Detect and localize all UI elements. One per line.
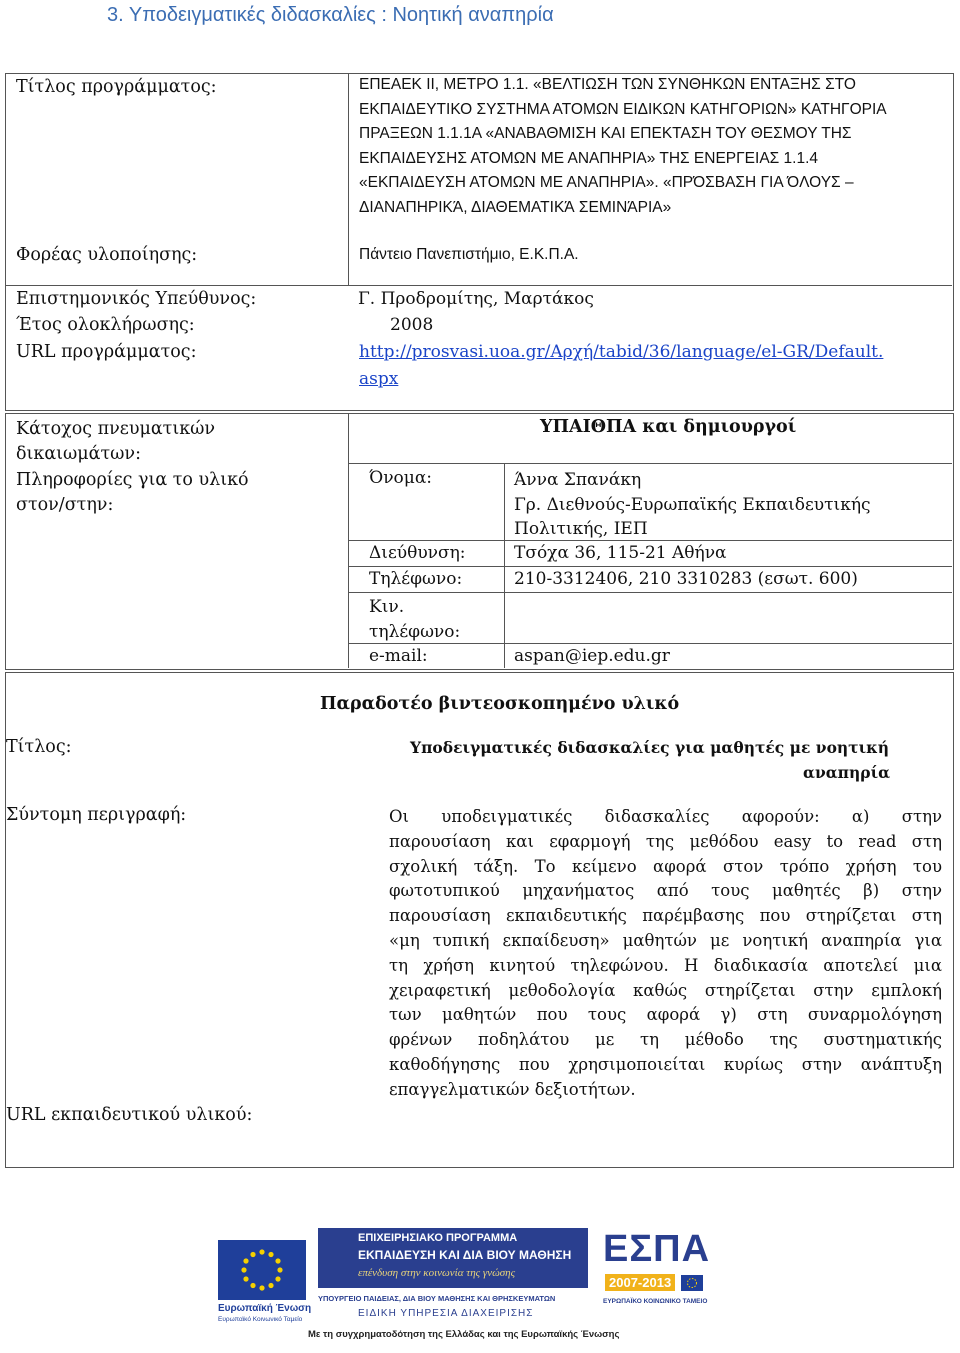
address-value: Τσόχα 36, 115-21 Αθήνα — [514, 543, 727, 563]
rights-holder-label: Κάτοχος πνευματικών δικαιωμάτων: — [16, 419, 216, 464]
eu-flag-icon — [218, 1240, 306, 1300]
program-line3: επένδυση στην κοινωνία της γνώσης — [358, 1267, 516, 1279]
short-description-text: Οι υποδειγματικές διδασκαλίες αφορούν: α) στην παρουσίαση και εφαρμογή της μεθόδου easy to read στη σχολική τάξη. Το κείμενο αφορά στον τρόπο χρήση του φωτοτυπικού μηχανήματος από τους μαθητές β) στην παρουσίαση εκπαιδευτικής παρέμβασης που στηρίζεται στη «μη τυπική εκπαίδευση» μαθητών με νοητική αναπηρία για τη χρήση κινητού τηλεφώνου. Η διαδικασία αποτελεί μια χειραφετική μεθοδολογία καθώς στηρίζεται στην εμπλοκή των μαθητών που τους αφορά γ) στη συναρμολόγηση φρένων ποδηλάτου με τη μέθοδο της συστηματικής καθοδήγησης που χρησιμοποιείται κυρίως στην ανάπτυξη επαγγελματικών δεξιοτήτων. — [389, 807, 942, 1099]
eu-sub: Ευρωπαϊκό Κοινωνικό Ταμείο — [218, 1316, 303, 1323]
espa-years: 2007-2013 — [605, 1274, 675, 1291]
espa-logo: ΕΣΠΑ — [603, 1228, 711, 1270]
name-label: Όνομα: — [369, 468, 433, 488]
program-url-link[interactable]: http://prosvasi.uoa.gr/Αρχή/tabid/36/language/el-GR/Default. — [359, 342, 884, 362]
program-title-value: ΕΠΕΑΕΚ ΙΙ, ΜΕΤΡΟ 1.1. «ΒΕΛΤΙΩΣΗ ΤΩΝ ΣΥΝΘΗΚΩΝ ΕΝΤΑΞΗΣ ΣΤΟ ΕΚΠΑΙΔΕΥΤΙΚΟ ΣΥΣΤΗΜΑ ΑΤΟΜΩΝ ΕΙΔΙΚΩΝ ΚΑΤΗΓΟΡΙΩΝ» ΚΑΤΗΓΟΡΙΑ ΠΡΑΞΕΩΝ 1.1.1Α «ΑΝΑΒΑΘΜΙΣΗ ΚΑΙ ΕΠΕΚΤΑΣΗ ΤΟΥ ΘΕΣΜΟΥ ΤΗΣ ΕΚΠΑΙΔΕΥΣΗΣ ΑΤΟΜΩΝ ΜΕ ΑΝΑΠΗΡΙΑ» ΤΗΣ ΕΝΕΡΓΕΙΑΣ 1.1.4 «ΕΚΠΑΙΔΕΥΣΗ ΑΤΟΜΩΝ ΜΕ ΑΝΑΠΗΡΙΑ». «ΠΡΌΣΒΑΣΗ ΓΙΑ ΌΛΟΥΣ – ΔΙΑΝΑΠΗΡΙΚΆ, ΔΙΑΘΕΜΑΤΙΚΆ ΣΕΜΙΝΆΡΙΑ» — [359, 76, 887, 216]
year-value: 2008 — [390, 315, 434, 335]
info-label: Πληροφορίες για το υλικό στον/στην: — [16, 470, 249, 515]
email-value: aspan@iep.edu.gr — [514, 646, 670, 666]
program-line2: ΕΚΠΑΙΔΕΥΣΗ ΚΑΙ ΔΙΑ ΒΙΟΥ ΜΑΘΗΣΗ — [358, 1248, 572, 1262]
eu-label: Ευρωπαϊκή Ένωση — [218, 1303, 312, 1314]
phone-label: Τηλέφωνο: — [369, 569, 463, 589]
eu-flag-small-icon — [681, 1275, 703, 1291]
scientific-label: Επιστημονικός Υπεύθυνος: — [16, 289, 257, 309]
funding-logos-banner — [218, 1228, 748, 1343]
authority-line: ΕΙΔΙΚΗ ΥΠΗΡΕΣΙΑ ΔΙΑΧΕΙΡΙΣΗΣ — [358, 1308, 534, 1319]
phone-value: 210-3312406, 210 3310283 (εσωτ. 600) — [514, 569, 858, 589]
page-heading: 3. Υποδειγματικές διδασκαλίες : Νοητική αναπηρία — [107, 4, 554, 26]
program-line1: ΕΠΙΧΕΙΡΗΣΙΑΚΟ ΠΡΟΓΡΑΜΜΑ — [358, 1232, 518, 1244]
name-value: Άννα Σπανάκη Γρ. Διεθνούς-Ευρωπαϊκής Εκπαιδευτικής Πολιτικής, ΙΕΠ — [514, 470, 871, 539]
email-label: e-mail: — [369, 646, 428, 666]
body-value: Πάντειο Πανεπιστήμιο, Ε.Κ.Π.Α. — [359, 246, 579, 263]
short-description-label: Σύντομη περιγραφή: — [6, 805, 187, 825]
ministry-line: ΥΠΟΥΡΓΕΙΟ ΠΑΙΔΕΙΑΣ, ΔΙΑ ΒΙΟΥ ΜΑΘΗΣΗΣ ΚΑΙ ΘΡΗΣΚΕΥΜΑΤΩΝ — [318, 1294, 556, 1303]
address-label: Διεύθυνση: — [369, 543, 466, 563]
deliverable-title-label: Τίτλος: — [6, 737, 72, 757]
program-url-link-cont[interactable]: aspx — [359, 369, 399, 389]
deliverable-title-value: Υποδειγματικές διδασκαλίες για μαθητές με νοητική αναπηρία — [410, 738, 890, 782]
deliverable-section-title: Παραδοτέο βιντεοσκοπημένο υλικό — [320, 694, 680, 714]
cofinance-line: Με τη συγχρηματοδότηση της Ελλάδας και της Ευρωπαϊκής Ένωσης — [308, 1329, 620, 1340]
espa-sub: ΕΥΡΩΠΑΪΚΟ ΚΟΙΝΩΝΙΚΟ ΤΑΜΕΙΟ — [603, 1298, 708, 1305]
scientific-value: Γ. Προδρομίτης, Μαρτάκος — [358, 289, 594, 309]
rights-holder-value: ΥΠΑΙΘΠΑ και δημιουργοί — [540, 417, 797, 437]
url-label: URL προγράμματος: — [16, 342, 197, 362]
program-title-label: Τίτλος προγράμματος: — [16, 77, 217, 97]
mobile-label: Κιν. τηλέφωνο: — [369, 597, 461, 642]
body-label: Φορέας υλοποίησης: — [16, 245, 198, 265]
material-url-label: URL εκπαιδευτικού υλικού: — [6, 1105, 253, 1125]
year-label: Έτος ολοκλήρωσης: — [16, 315, 195, 335]
